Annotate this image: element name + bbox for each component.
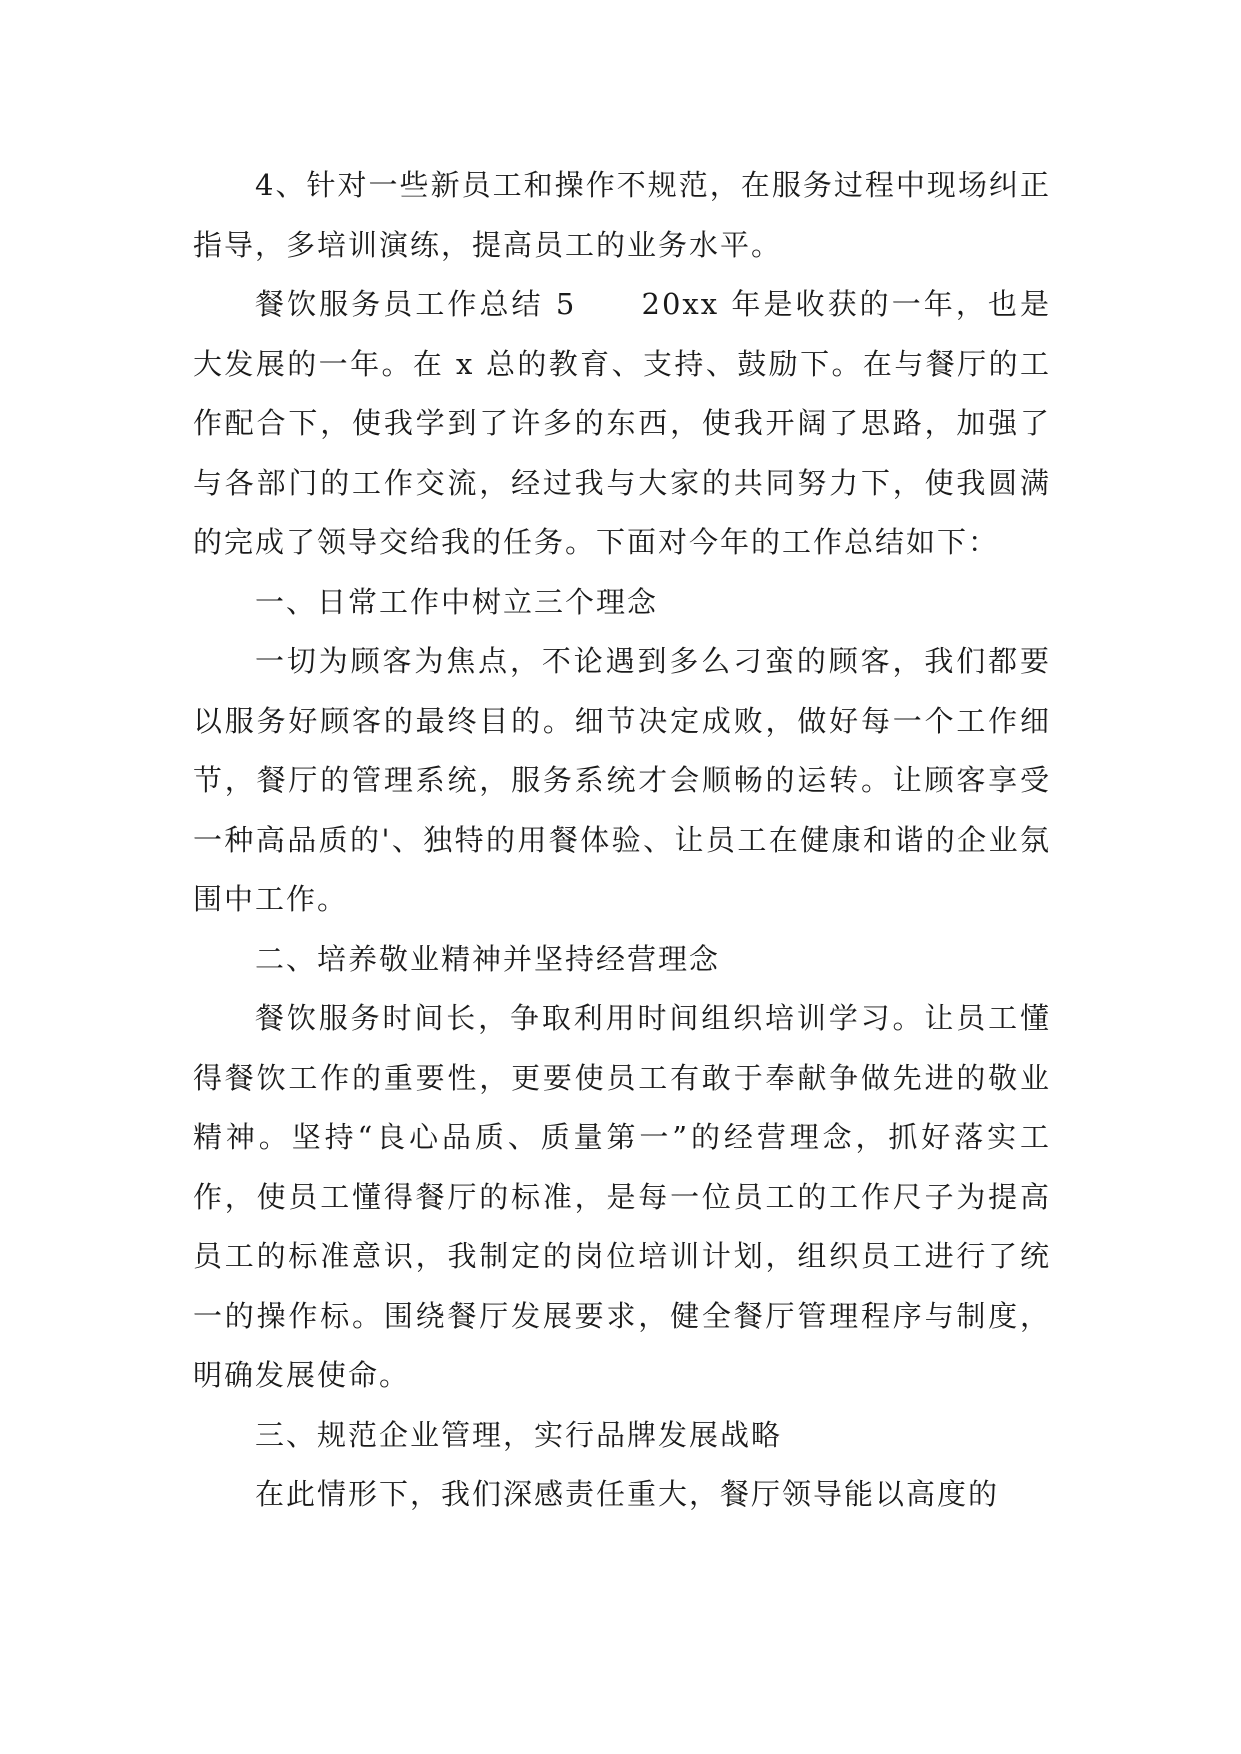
section-heading-one: 一、日常工作中树立三个理念 [255, 584, 659, 619]
paragraph-training-guidance: 4、针对一些新员工和操作不规范，在服务过程中现场纠正指导，多培训演练，提高员工的业务水平。 [193, 168, 1051, 262]
paragraph-responsibility: 在此情形下，我们深感责任重大，餐厅领导能以高度的 [255, 1477, 1000, 1511]
paragraph-customer-focus: 一切为顾客为焦点，不论遇到多么刁蛮的顾客，我们都要以服务好顾客的最终目的。细节决定成败，做好每一个工作细节，餐厅的管理系统，服务系统才会顺畅的运转。让顾客享受一种高品质的'、独特的用餐体验、让员工在健康和谐的企业氛围中工作。 [193, 644, 1051, 916]
paragraph-summary-intro: 餐饮服务员工作总结 5 20xx 年是收获的一年，也是大发展的一年。在 x 总的教育、支持、鼓励下。在与餐厅的工作配合下，使我学到了许多的东西，使我开阔了思路，加强了与各部门的工作交流，经过我与大家的共同努力下，使我圆满的完成了领导交给我的任务。下面对今年的工作总结如下： [193, 287, 1051, 559]
section-heading-three: 三、规范企业管理，实行品牌发展战略 [255, 1417, 783, 1452]
document-body [193, 156, 1051, 1525]
section-heading-two: 二、培养敬业精神并坚持经营理念 [255, 941, 721, 976]
paragraph-dedication: 餐饮服务时间长，争取利用时间组织培训学习。让员工懂得餐饮工作的重要性，更要使员工有敢于奉献争做先进的敬业精神。坚持“良心品质、质量第一”的经营理念，抓好落实工作，使员工懂得餐厅的标准，是每一位员工的工作尺子为提高员工的标准意识，我制定的岗位培训计划，组织员工进行了统一的操作标。围绕餐厅发展要求，健全餐厅管理程序与制度，明确发展使命。 [193, 1001, 1051, 1392]
